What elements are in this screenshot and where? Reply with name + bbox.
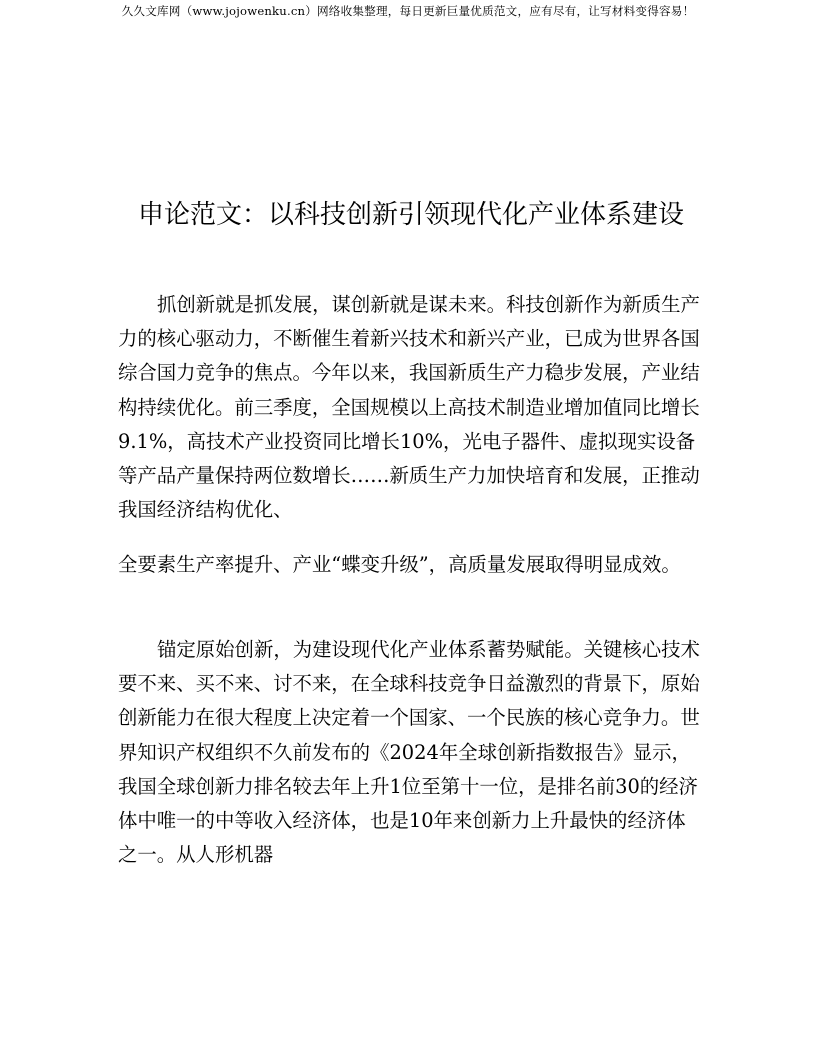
document-title: 申论范文：以科技创新引领现代化产业体系建设 — [137, 200, 684, 230]
source-watermark: 久久文库网（www.jojowenku.cn）网络收集整理，每日更新巨量优质范文，应有尽有，让写材料变得容易！ — [121, 4, 695, 18]
paragraph-3: 锚定原始创新，为建设现代化产业体系蓄势赋能。关键核心技术要不来、买不来、讨不来，在全球科技竞争日益激烈的背景下，原始创新能力在很大程度上决定着一个国家、一个民族的核心竞争力。世界知识产权组织不久前发布的《2024年全球创新指数报告》显示，我国全球创新力排名较去年上升1位至第十一位，是排名前30的经济体中唯一的中等收入经济体，也是10年来创新力上升最快的经济体之一。从人形机器 — [118, 638, 700, 867]
paragraph-2: 全要素生产率提升、产业“蝶变升级”，高质量发展取得明显成效。 — [118, 553, 681, 576]
paragraph-1: 抓创新就是抓发展，谋创新就是谋未来。科技创新作为新质生产力的核心驱动力，不断催生着新兴技术和新兴产业，已成为世界各国综合国力竞争的焦点。今年以来，我国新质生产力稳步发展，产业结构持续优化。前三季度，全国规模以上高技术制造业增加值同比增长9.1%，高技术产业投资同比增长10%，光电子器件、虚拟现实设备等产品产量保持两位数增长……新质生产力加快培育和发展，正推动我国经济结构优化、 — [118, 293, 700, 522]
